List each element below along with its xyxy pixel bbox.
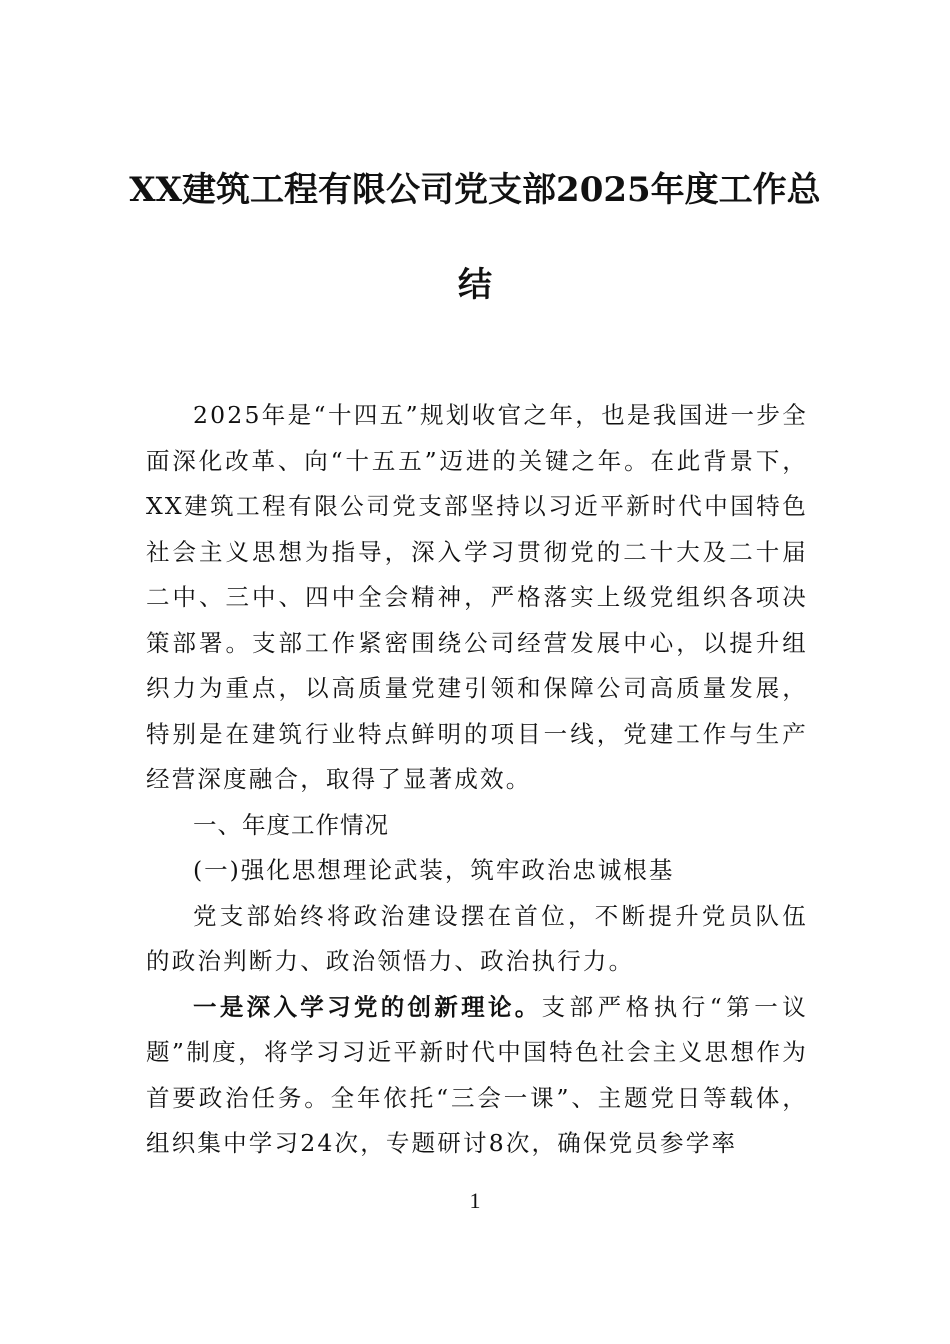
intro-paragraph: 2025年是“十四五”规划收官之年，也是我国进一步全面深化改革、向“十五五”迈进的关键之年。在此背景下，XX建筑工程有限公司党支部坚持以习近平新时代中国特色社会主义思想为指导，深入学习贯彻党的二十大及二十届二中、三中、四中全会精神，严格落实上级党组织各项决策部署。支部工作紧密围绕公司经营发展中心，以提升组织力为重点，以高质量党建引领和保障公司高质量发展，特别是在建筑行业特点鲜明的项目一线，党建工作与生产经营深度融合，取得了显著成效。 [146,401,808,793]
page-number: 1 [469,1188,481,1213]
subsection-heading: (一)强化思想理论武装，筑牢政治忠诚根基 [193,856,675,884]
point-lead: 一是深入学习党的创新理论。 [193,992,542,1021]
document-body [146,393,808,1167]
point-paragraph [146,985,808,1167]
document-title: XX建筑工程有限公司党支部2025年度工作总结 [129,170,821,305]
point-text: 支部严格执行“第一议题”制度，将学习习近平新时代中国特色社会主义思想作为首要政治任务。全年依托“三会一课”、主题党日等载体，组织集中学习24次，专题研讨8次，确保党员参学率 [146,992,809,1157]
subsection-paragraph: 党支部始终将政治建设摆在首位，不断提升党员队伍的政治判断力、政治领悟力、政治执行力。 [146,901,808,975]
section-heading: 一、年度工作情况 [193,810,389,839]
